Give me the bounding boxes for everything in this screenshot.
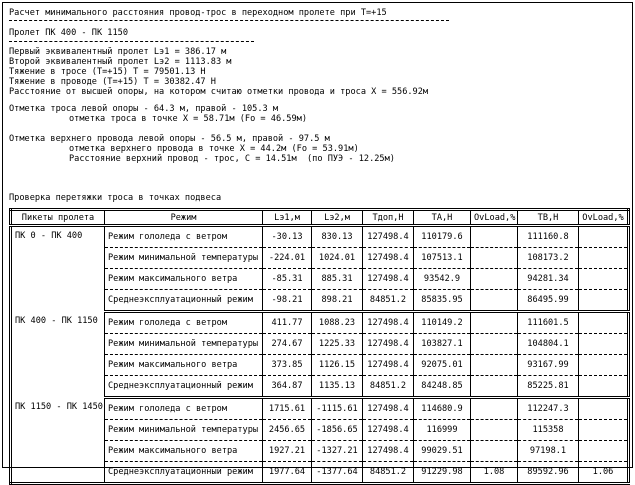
table-header — [11, 210, 629, 226]
value-cell: 1225.33 — [312, 334, 363, 355]
value-cell: 127498.4 — [363, 398, 414, 420]
value-cell — [579, 269, 629, 290]
rope-mark-at-x: отметка троса в точке X = 58.71м (Fo = 46.59м) — [69, 114, 307, 124]
value-cell — [471, 334, 518, 355]
value-cell: 112247.3 — [518, 398, 579, 420]
value-cell: -1115.61 — [312, 398, 363, 420]
col-header: Tдоп,Н — [363, 210, 414, 226]
value-cell: -30.13 — [263, 226, 312, 248]
value-cell — [579, 398, 629, 420]
value-cell: 103827.1 — [414, 334, 471, 355]
value-cell — [471, 398, 518, 420]
value-cell: 107513.1 — [414, 248, 471, 269]
value-cell: 111601.5 — [518, 312, 579, 334]
mode-cell: Среднеэксплуатационный режим — [105, 290, 263, 312]
value-cell: 108173.2 — [518, 248, 579, 269]
rope-support-marks: Отметка троса левой опоры - 64.3 м, правой - 105.3 м — [9, 104, 279, 114]
value-cell: 84851.2 — [363, 376, 414, 398]
value-cell — [471, 312, 518, 334]
value-cell — [471, 248, 518, 269]
report-title: Расчет минимального расстояния провод-трос в переходном пролете при T=+15 — [9, 8, 387, 18]
mode-cell: Режим гололеда с ветром — [105, 226, 263, 248]
value-cell: 1088.23 — [312, 312, 363, 334]
value-cell: 89592.96 — [518, 462, 579, 484]
value-cell: -1327.21 — [312, 441, 363, 462]
value-cell: 114680.9 — [414, 398, 471, 420]
table-row — [11, 312, 629, 334]
mode-cell: Режим максимального ветра — [105, 269, 263, 290]
value-cell: 110149.2 — [414, 312, 471, 334]
value-cell — [471, 355, 518, 376]
col-header: TB,Н — [518, 210, 579, 226]
value-cell: 1.06 — [579, 462, 629, 484]
col-header: Lэ2,м — [312, 210, 363, 226]
mode-cell: Среднеэксплуатационный режим — [105, 462, 263, 484]
calc-distance: Расстояние от высшей опоры, на котором считаю отметки провода и троса X = 556.92м — [9, 87, 429, 97]
value-cell: 127498.4 — [363, 269, 414, 290]
value-cell: 127498.4 — [363, 312, 414, 334]
value-cell — [471, 290, 518, 312]
value-cell: -85.31 — [263, 269, 312, 290]
mode-cell: Режим максимального ветра — [105, 355, 263, 376]
mode-cell: Режим минимальной температуры — [105, 420, 263, 441]
span-label: Пролет ПК 400 - ПК 1150 — [9, 28, 128, 38]
wire-support-marks: Отметка верхнего провода левой опоры - 56.5 м, правой - 97.5 м — [9, 134, 330, 144]
value-cell: 1977.64 — [263, 462, 312, 484]
mode-cell: Режим гололеда с ветром — [105, 398, 263, 420]
value-cell: 1927.21 — [263, 441, 312, 462]
value-cell: 93167.99 — [518, 355, 579, 376]
value-cell: 97198.1 — [518, 441, 579, 462]
mode-cell: Среднеэксплуатационный режим — [105, 376, 263, 398]
span-cell: ПК 400 - ПК 1150 — [11, 312, 105, 398]
value-cell — [471, 420, 518, 441]
value-cell: 85225.81 — [518, 376, 579, 398]
value-cell: 373.85 — [263, 355, 312, 376]
col-header: Режим — [105, 210, 263, 226]
value-cell — [579, 226, 629, 248]
value-cell — [471, 376, 518, 398]
value-cell: 885.31 — [312, 269, 363, 290]
col-header: Пикеты пролета — [11, 210, 105, 226]
value-cell — [579, 334, 629, 355]
value-cell: 127498.4 — [363, 334, 414, 355]
value-cell: 86495.99 — [518, 290, 579, 312]
value-cell: 1.08 — [471, 462, 518, 484]
value-cell: 127498.4 — [363, 226, 414, 248]
value-cell: 84248.85 — [414, 376, 471, 398]
value-cell: 1715.61 — [263, 398, 312, 420]
value-cell: 111160.8 — [518, 226, 579, 248]
col-header: OvLoad,% — [579, 210, 629, 226]
value-cell: 92075.01 — [414, 355, 471, 376]
value-cell — [579, 290, 629, 312]
value-cell: 274.67 — [263, 334, 312, 355]
divider — [9, 20, 449, 21]
value-cell: 127498.4 — [363, 420, 414, 441]
mode-cell: Режим максимального ветра — [105, 441, 263, 462]
rope-tension: Тяжение в тросе (T=+15) T = 79501.13 Н — [9, 67, 206, 77]
value-cell: 104804.1 — [518, 334, 579, 355]
value-cell: -98.21 — [263, 290, 312, 312]
value-cell: 84851.2 — [363, 290, 414, 312]
wire-mark-at-x: отметка верхнего провода в точке X = 44.2м (Fo = 53.91м) — [69, 144, 359, 154]
value-cell: 110179.6 — [414, 226, 471, 248]
value-cell: 2456.65 — [263, 420, 312, 441]
span-cell: ПК 1150 - ПК 1450 — [11, 398, 105, 484]
calculation-report — [2, 2, 633, 477]
value-cell: 94281.34 — [518, 269, 579, 290]
value-cell: -1377.64 — [312, 462, 363, 484]
col-header: TA,Н — [414, 210, 471, 226]
mode-cell: Режим гололеда с ветром — [105, 312, 263, 334]
value-cell — [471, 441, 518, 462]
check-title: Проверка перетяжки троса в точках подвеса — [9, 193, 222, 203]
value-cell — [579, 420, 629, 441]
table-row — [11, 226, 629, 248]
value-cell: 1024.01 — [312, 248, 363, 269]
value-cell: -1856.65 — [312, 420, 363, 441]
equivalent-span-2: Второй эквивалентный пролет Lэ2 = 1113.83 м — [9, 57, 232, 67]
table-row — [11, 398, 629, 420]
value-cell — [471, 269, 518, 290]
equivalent-span-1: Первый эквивалентный пролет Lэ1 = 386.17 м — [9, 47, 227, 57]
value-cell: 99029.51 — [414, 441, 471, 462]
value-cell — [579, 441, 629, 462]
value-cell: 1135.13 — [312, 376, 363, 398]
value-cell: 1126.15 — [312, 355, 363, 376]
wire-tension: Тяжение в проводе (T=+15) T = 30382.47 Н — [9, 77, 216, 87]
tension-check-table — [9, 208, 630, 485]
value-cell: 91229.98 — [414, 462, 471, 484]
value-cell: 830.13 — [312, 226, 363, 248]
value-cell — [579, 312, 629, 334]
value-cell — [579, 248, 629, 269]
col-header: Lэ1,м — [263, 210, 312, 226]
mode-cell: Режим минимальной температуры — [105, 248, 263, 269]
value-cell: 127498.4 — [363, 355, 414, 376]
value-cell: 411.77 — [263, 312, 312, 334]
value-cell: 84851.2 — [363, 462, 414, 484]
value-cell — [579, 355, 629, 376]
value-cell: 85835.95 — [414, 290, 471, 312]
value-cell — [579, 376, 629, 398]
value-cell — [471, 226, 518, 248]
value-cell: -224.01 — [263, 248, 312, 269]
value-cell: 93542.9 — [414, 269, 471, 290]
value-cell: 115358 — [518, 420, 579, 441]
value-cell: 898.21 — [312, 290, 363, 312]
value-cell: 364.87 — [263, 376, 312, 398]
value-cell: 116999 — [414, 420, 471, 441]
mode-cell: Режим минимальной температуры — [105, 334, 263, 355]
wire-rope-clearance: Расстояние верхний провод - трос, C = 14.51м (по ПУЭ - 12.25м) — [69, 154, 395, 164]
span-cell: ПК 0 - ПК 400 — [11, 226, 105, 312]
value-cell: 127498.4 — [363, 248, 414, 269]
col-header: OvLoad,% — [471, 210, 518, 226]
value-cell: 127498.4 — [363, 441, 414, 462]
divider — [9, 41, 254, 42]
